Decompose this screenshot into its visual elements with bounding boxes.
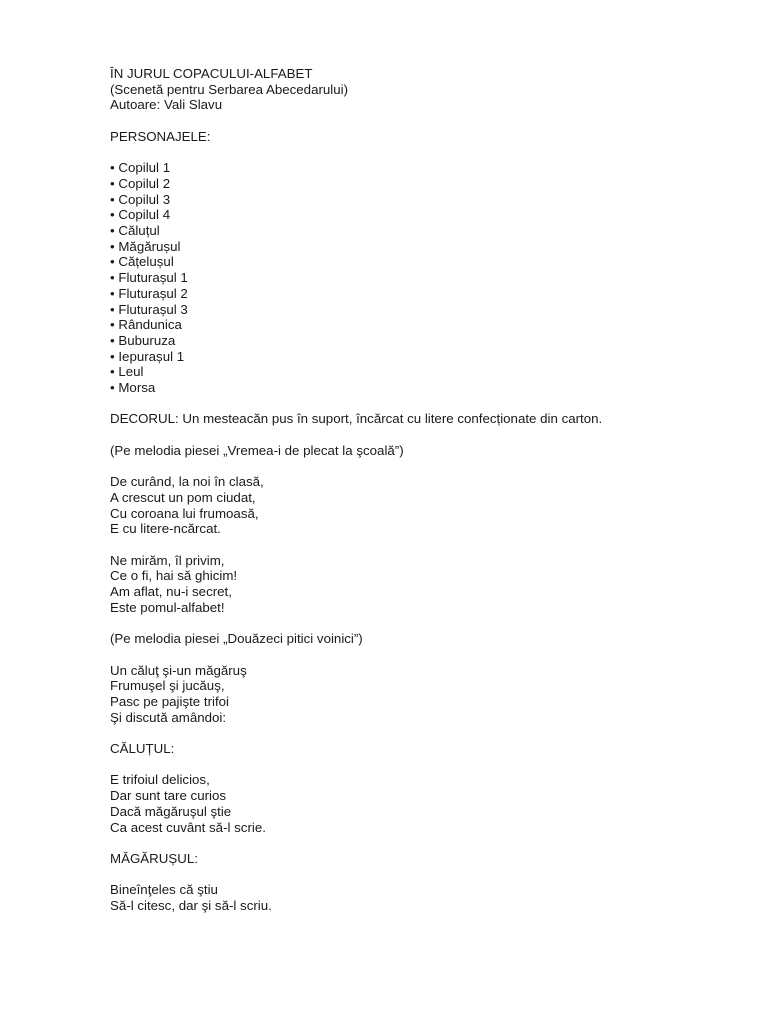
list-item: • Leul	[110, 364, 144, 380]
verse-line: Şi discută amândoi:	[110, 709, 227, 725]
stanza	[110, 553, 730, 616]
verse-line: A crescut un pom ciudat,	[110, 489, 256, 505]
verse-line: Să-l citesc, dar şi să-l scriu.	[110, 898, 272, 914]
document-author: Autoare: Vali Slavu	[110, 97, 223, 113]
verse-line: Pasc pe pajişte trifoi	[110, 694, 229, 709]
list-item: • Copilul 2	[110, 175, 171, 191]
list-item: • Copilul 1	[110, 160, 171, 176]
verse-line: Ce o fi, hai să ghicim!	[110, 568, 238, 584]
document-title: ÎN JURUL COPACULUI-ALFABET	[110, 66, 313, 81]
verse-line: Dar sunt tare curios	[110, 788, 227, 804]
verse-line: De curând, la noi în clasă,	[110, 474, 264, 490]
list-item: • Morsa	[110, 380, 156, 396]
list-item: • Fluturașul 2	[110, 285, 188, 301]
list-item: • Fluturașul 1	[110, 270, 188, 286]
verse-line: Dacă măgăruşul ştie	[110, 803, 232, 819]
stanza	[110, 882, 730, 913]
verse-line: Frumuşel şi jucăuş,	[110, 678, 225, 694]
verse-line: Am aflat, nu-i secret,	[110, 584, 232, 600]
list-item: • Cățelușul	[110, 254, 174, 270]
list-item: • Căluțul	[110, 223, 160, 238]
list-item: • Iepurașul 1	[110, 348, 185, 364]
list-item: • Copilul 3	[110, 191, 171, 207]
document-subtitle: (Scenetă pentru Serbarea Abecedarului)	[110, 81, 349, 97]
stanza	[110, 772, 730, 835]
speaker-name: CĂLUȚUL:	[110, 741, 175, 757]
verse-line: E cu litere-ncărcat.	[110, 521, 221, 537]
speaker-name: MĂGĂRUȘUL:	[110, 850, 198, 866]
list-item: • Fluturașul 3	[110, 301, 188, 317]
list-item: • Rândunica	[110, 317, 182, 333]
melody-note: (Pe melodia piesei „Douăzeci pitici voinici”)	[110, 631, 363, 647]
list-item: • Măgărușul	[110, 238, 181, 254]
list-item: • Buburuza	[110, 332, 176, 348]
melody-note: (Pe melodia piesei „Vremea-i de plecat la şcoală”)	[110, 442, 404, 458]
characters-list	[110, 160, 730, 396]
verse-line: E trifoiul delicios,	[110, 772, 210, 788]
verse-line: Este pomul-alfabet!	[110, 599, 225, 615]
list-item: • Copilul 4	[110, 207, 171, 223]
verse-line: Bineînţeles că ştiu	[110, 882, 218, 898]
stanza	[110, 663, 730, 726]
characters-heading: PERSONAJELE:	[110, 128, 211, 144]
stanza	[110, 474, 730, 537]
verse-line: Un căluţ şi-un măgăruş	[110, 662, 247, 678]
verse-line: Ne mirăm, îl privim,	[110, 552, 225, 568]
document-page	[110, 66, 730, 914]
decor-description: DECORUL: Un mesteacăn pus în suport, încărcat cu litere confecționate din carton.	[110, 411, 603, 427]
verse-line: Ca acest cuvânt să-l scrie.	[110, 819, 266, 835]
verse-line: Cu coroana lui frumoasă,	[110, 505, 259, 521]
